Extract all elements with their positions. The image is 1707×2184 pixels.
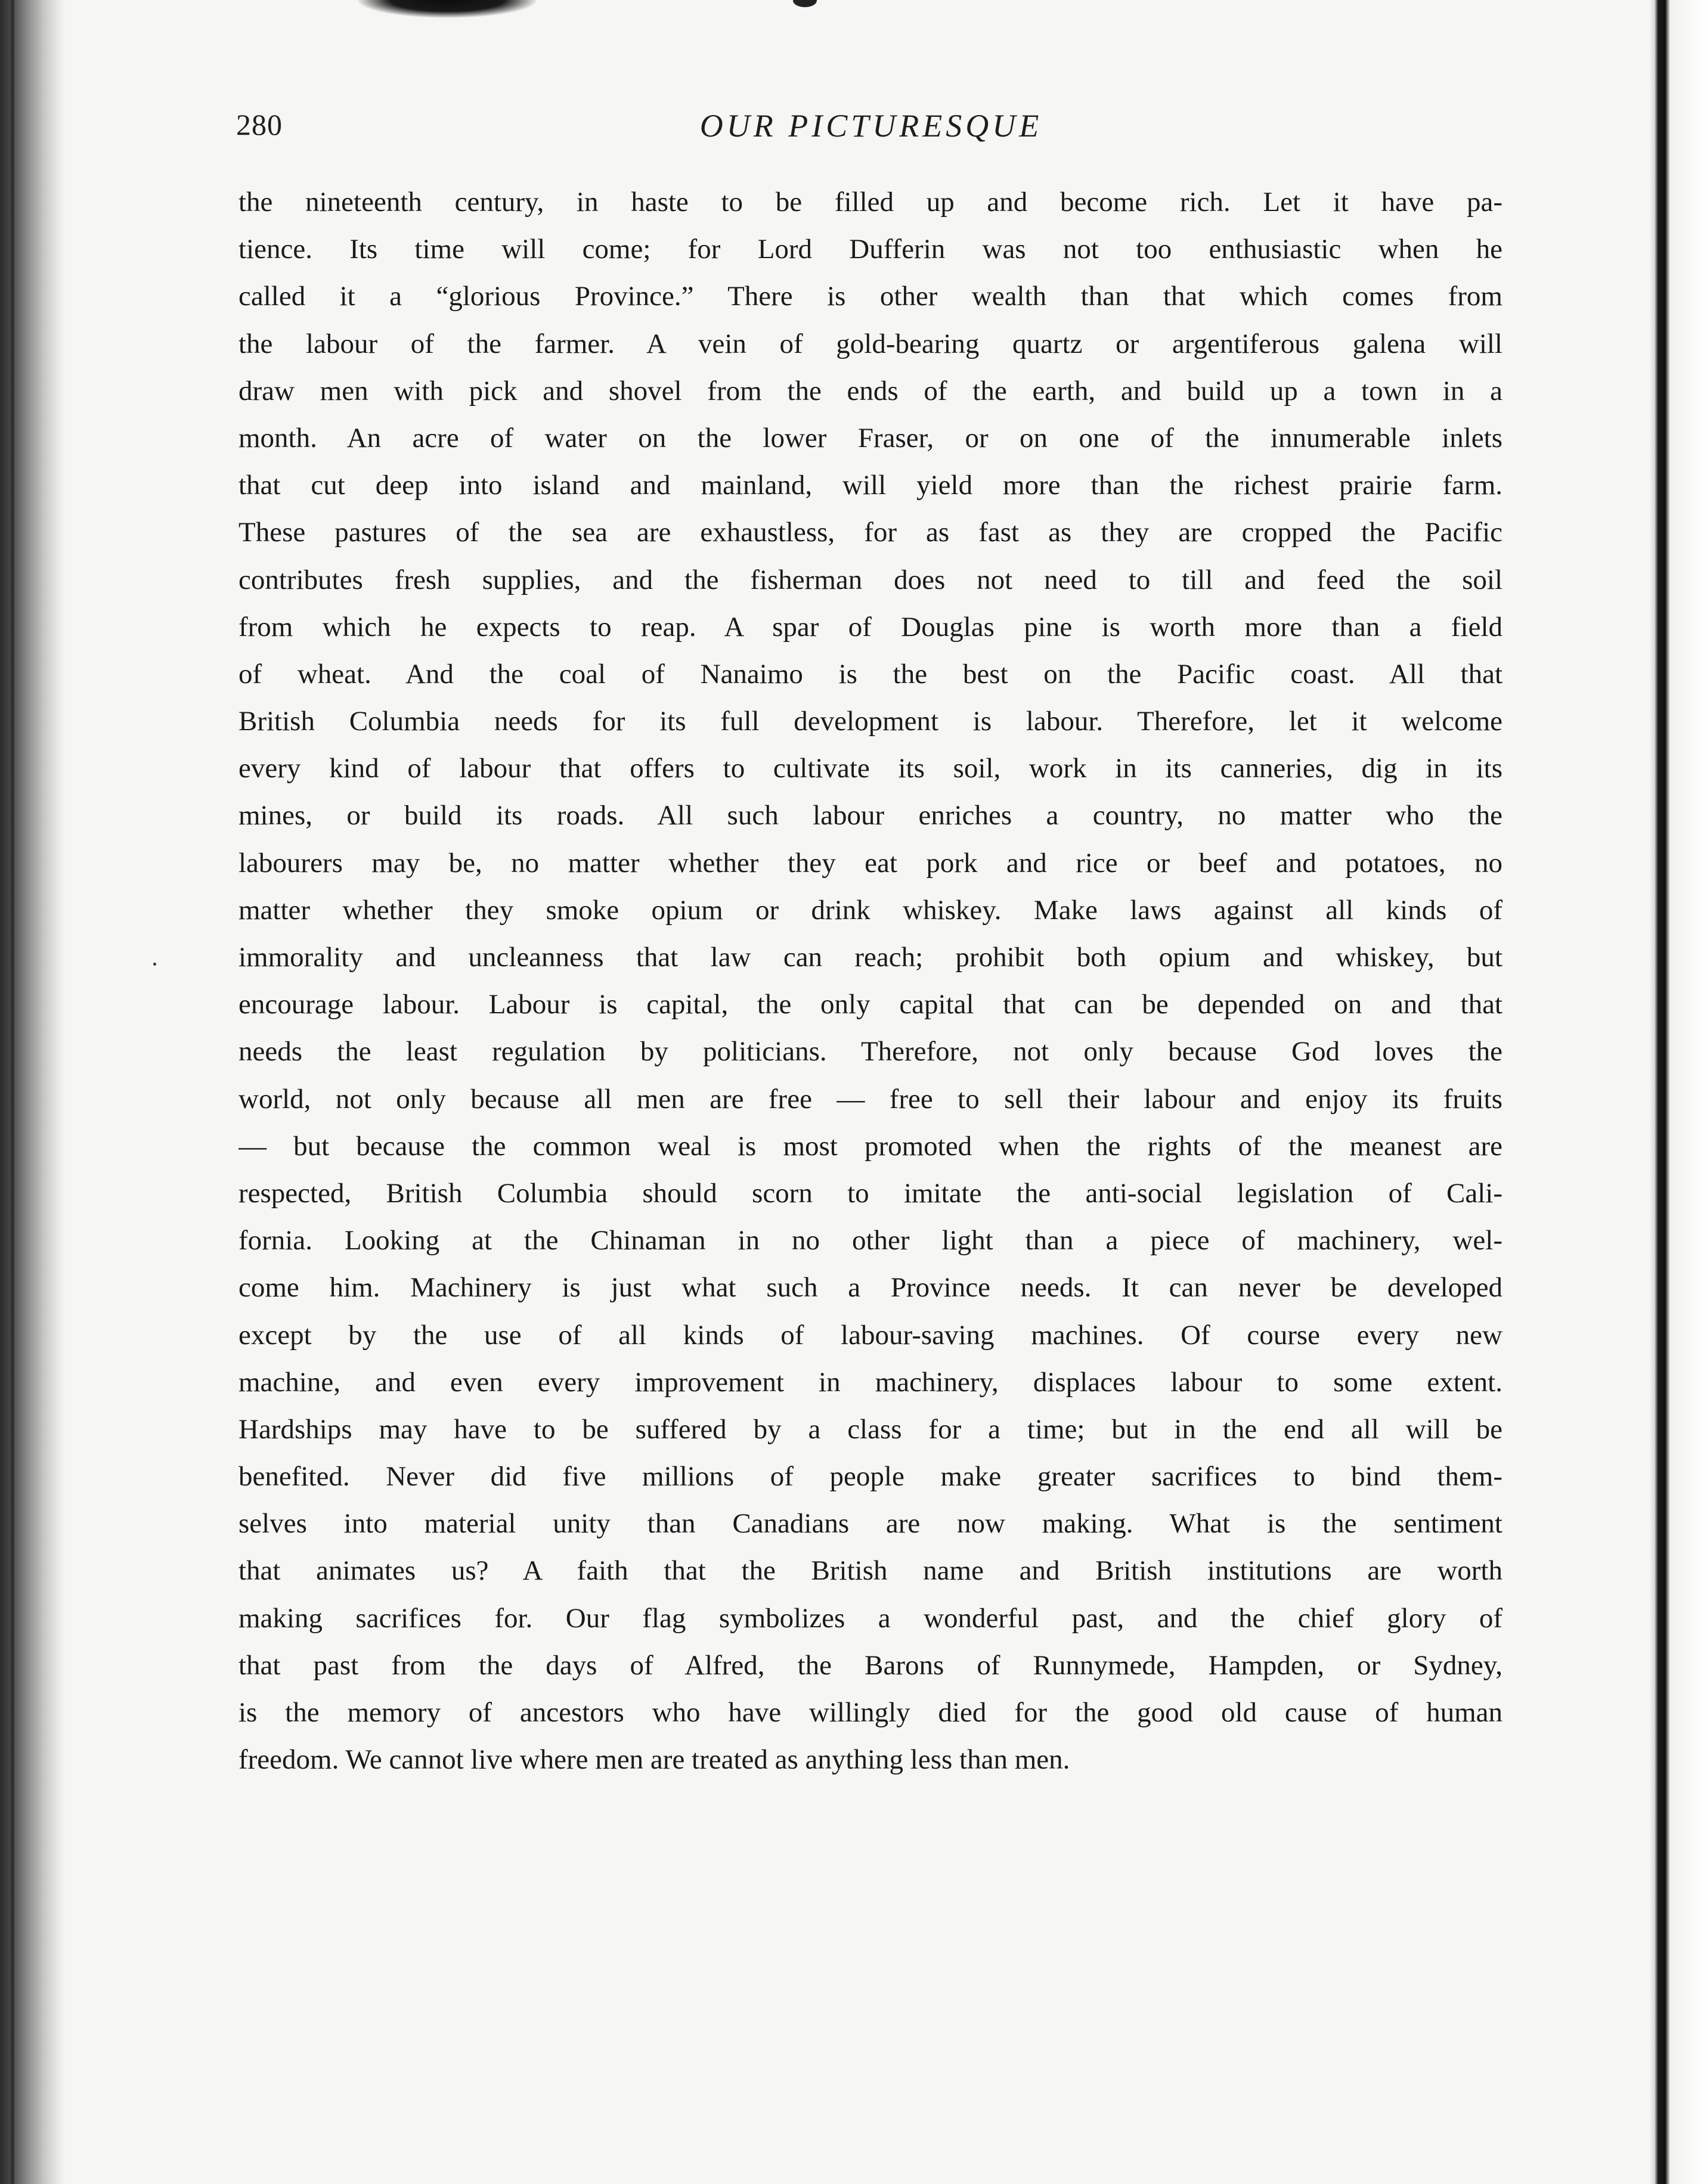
text-line: the nineteenth century, in haste to be filled up and become rich. Let it have pa- [238,187,1502,218]
text-line: making sacrifices for. Our flag symbolizes a wonderful past, and the chief glory of [238,1602,1502,1634]
text-line: encourage labour. Labour is capital, the only capital that can be depended on and that [238,989,1502,1020]
text-line: freedom. We cannot live where men are treated as anything less than men. [238,1744,1070,1776]
text-line: benefited. Never did five millions of people make greater sacrifices to bind them- [238,1461,1502,1493]
text-line: machine, and even every improvement in machinery, displaces labour to some extent. [238,1366,1502,1398]
page-header [236,107,1506,155]
text-line: called it a “glorious Province.” There is other wealth than that which comes from [238,281,1502,312]
left-binding-shadow [0,0,66,2184]
text-line: — but because the common weal is most promoted when the rights of the meanest are [238,1130,1502,1162]
ink-speck [793,0,817,7]
text-line: month. An acre of water on the lower Fraser, or on one of the innumerable inlets [238,422,1502,454]
text-line: tience. Its time will come; for Lord Dufferin was not too enthusiastic when he [238,234,1502,265]
text-line: is the memory of ancestors who have willingly died for the good old cause of human [238,1697,1502,1728]
text-line: selves into material unity than Canadians are now making. What is the sentiment [238,1508,1502,1540]
text-line: fornia. Looking at the Chinaman in no other light than a piece of machinery, wel- [238,1225,1502,1257]
text-line: the labour of the farmer. A vein of gold-bearing quartz or argentiferous galena will [238,328,1502,359]
body-text [238,179,1502,1783]
text-line: matter whether they smoke opium or drink whiskey. Make laws against all kinds of [238,894,1502,926]
text-line: that animates us? A faith that the British name and British institutions are worth [238,1555,1502,1587]
text-line: from which he expects to reap. A spar of Douglas pine is worth more than a field [238,611,1502,643]
left-binding-streak [11,0,14,2184]
text-line: needs the least regulation by politicians. Therefore, not only because God loves the [238,1036,1502,1068]
text-line: These pastures of the sea are exhaustless, for as fast as they are cropped the Pacific [238,517,1502,548]
stray-mark [153,963,156,966]
text-line: mines, or build its roads. All such labour enriches a country, no matter who the [238,800,1502,832]
text-line: Hardships may have to be suffered by a class for a time; but in the end all will be [238,1413,1502,1445]
text-line: except by the use of all kinds of labour-saving machines. Of course every new [238,1319,1502,1351]
text-line: world, not only because all men are free — free to sell their labour and enjoy its fruits [238,1083,1502,1115]
text-line: respected, British Columbia should scorn to imitate the anti-social legislation of Cali- [238,1177,1502,1209]
text-line: labourers may be, no matter whether they eat pork and rice or beef and potatoes, no [238,847,1502,879]
right-page-border [1650,0,1707,2184]
text-line: of wheat. And the coal of Nanaimo is the best on the Pacific coast. All that [238,658,1502,690]
text-line: contributes fresh supplies, and the fisherman does not need to till and feed the soil [238,564,1502,595]
running-title: OUR PICTURESQUE [699,108,1043,144]
text-line: draw men with pick and shovel from the ends of the earth, and build up a town in a [238,375,1502,407]
text-line: British Columbia needs for its full development is labour. Therefore, let it welcome [238,706,1502,737]
text-line: that cut deep into island and mainland, will yield more than the richest prairie farm. [238,470,1502,501]
text-line: immorality and uncleanness that law can reach; prohibit both opium and whiskey, but [238,942,1502,973]
page-number: 280 [236,108,283,141]
text-line: come him. Machinery is just what such a Province needs. It can never be developed [238,1272,1502,1304]
ink-blot [358,0,537,18]
text-line: every kind of labour that offers to cultivate its soil, work in its canneries, dig in its [238,753,1502,784]
text-line: that past from the days of Alfred, the Barons of Runnymede, Hampden, or Sydney, [238,1649,1502,1681]
